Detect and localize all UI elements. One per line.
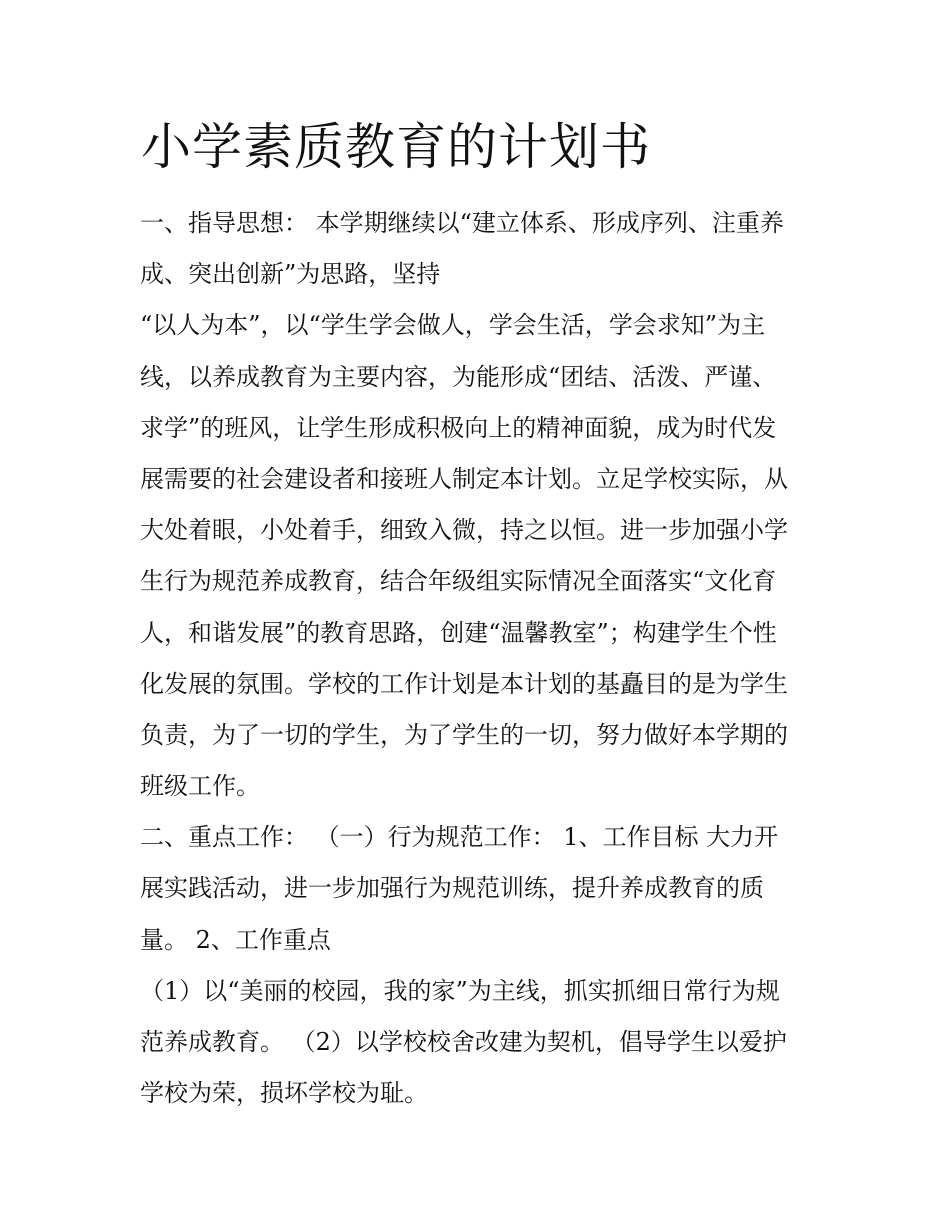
body-line: 二、重点工作： （一）行为规范工作： 1、工作目标 大力开 (140, 823, 779, 852)
body-line: 一、指导思想： 本学期继续以“建立体系、形成序列、注重养 (140, 209, 784, 237)
body-line: 线，以养成教育为主要内容，为能形成“团结、活泼、严谨、 (140, 362, 777, 391)
document-title: 小学素质教育的计划书 (141, 118, 651, 176)
body-line: 范养成教育。 （2）以学校校舍改建为契机，倡导学生以爱护 (140, 1028, 787, 1056)
body-line: 学校为荣，损坏学校为耻。 (140, 1079, 428, 1108)
body-line: 展需要的社会建设者和接班人制定本计划。立足学校实际，从 (140, 464, 788, 493)
document-body (140, 198, 830, 1119)
body-line: 大处着眼，小处着手，细致入微，持之以恒。进一步加强小学 (140, 516, 788, 545)
body-line: 成、突出创新”为思路，坚持 (140, 260, 441, 289)
body-line: 化发展的氛围。学校的工作计划是本计划的基矗目的是为学生 (140, 669, 788, 698)
body-line: 人，和谐发展”的教育思路，创建“温馨教室”；构建学生个性 (140, 618, 777, 647)
body-line: 量。 2、工作重点 (140, 925, 331, 954)
body-line: 求学”的班风，让学生形成积极向上的精神面貌，成为时代发 (140, 413, 777, 442)
body-line: 展实践活动，进一步加强行为规范训练，提升养成教育的质 (140, 874, 764, 903)
body-line: 负责，为了一切的学生，为了学生的一切，努力做好本学期的 (140, 720, 788, 749)
body-line: 生行为规范养成教育，结合年级组实际情况全面落实“文化育 (140, 567, 777, 596)
body-line: （1）以“美丽的校园，我的家”为主线，抓实抓细日常行为规 (140, 976, 780, 1005)
body-line: 班级工作。 (140, 772, 260, 801)
body-line: “以人为本”，以“学生学会做人，学会生活，学会求知”为主 (140, 311, 766, 340)
